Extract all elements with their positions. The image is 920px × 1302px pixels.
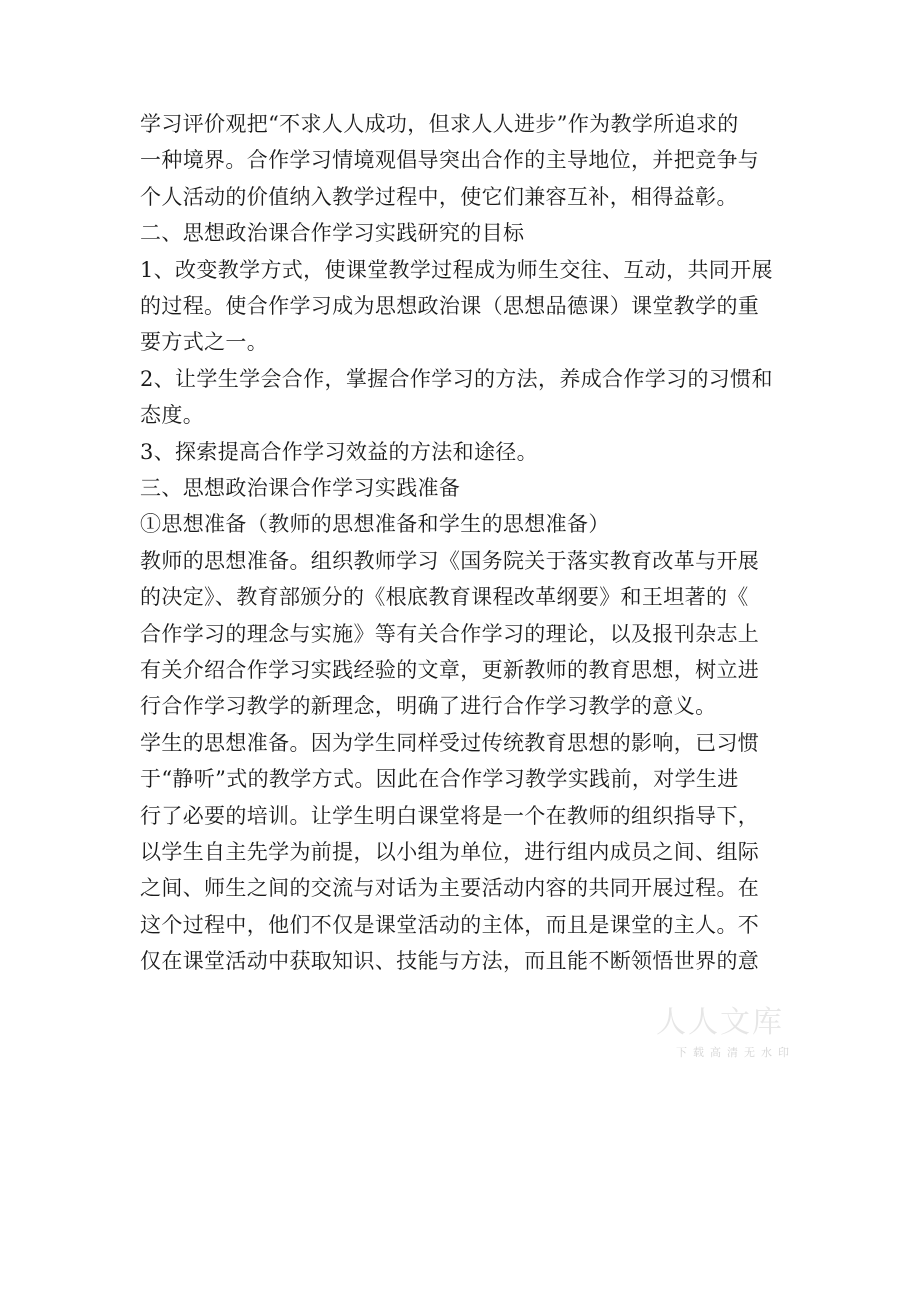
text-line: 二、思想政治课合作学习实践研究的目标 xyxy=(140,221,525,245)
text-line: 要方式之一。 xyxy=(140,330,269,354)
text-line: 一种境界。合作学习情境观倡导突出合作的主导地位，并把竞争与 xyxy=(140,148,760,172)
text-line: 行合作学习教学的新理念，明确了进行合作学习教学的意义。 xyxy=(140,694,717,718)
text-line: 之间、师生之间的交流与对话为主要活动内容的共同开展过程。在 xyxy=(140,876,760,900)
text-line: 以学生自主先学为前提，以小组为单位，进行组内成员之间、组际 xyxy=(140,840,760,864)
watermark-title: 人人文库 xyxy=(656,1005,784,1040)
text-line: 三、思想政治课合作学习实践准备 xyxy=(140,476,461,500)
text-line: 3、探索提高合作学习效益的方法和途径。 xyxy=(140,440,539,464)
text-line: 仅在课堂活动中获取知识、技能与方法，而且能不断领悟世界的意 xyxy=(140,949,760,973)
text-line: 合作学习的理念与实施》等有关合作学习的理论，以及报刊杂志上 xyxy=(140,622,760,646)
text-line: 2、让学生学会合作，掌握合作学习的方法，养成合作学习的习惯和 xyxy=(140,367,773,391)
text-line: 的决定》、教育部颁分的《根底教育课程改革纲要》和王坦著的《 xyxy=(140,585,749,609)
watermark xyxy=(654,1005,795,1076)
text-line: 于“静听”式的教学方式。因此在合作学习教学实践前，对学生进 xyxy=(140,767,739,791)
text-line: 有关介绍合作学习实践经验的文章，更新教师的教育思想，树立进 xyxy=(140,658,760,682)
text-line: ①思想准备（教师的思想准备和学生的思想准备） xyxy=(140,512,610,536)
watermark-subtitle: 下载高清无水印 xyxy=(676,1046,795,1059)
text-line: 学习评价观把“不求人人成功，但求人人进步”作为教学所追求的 xyxy=(140,112,739,136)
text-line: 行了必要的培训。让学生明白课堂将是一个在教师的组织指导下， xyxy=(140,804,760,828)
text-line: 态度。 xyxy=(140,403,205,427)
text-line: 学生的思想准备。因为学生同样受过传统教育思想的影响，已习惯 xyxy=(140,731,760,755)
text-line: 个人活动的价值纳入教学过程中，使它们兼容互补，相得益彰。 xyxy=(140,185,738,209)
text-line: 1、改变教学方式，使课堂教学过程成为师生交往、互动，共同开展 xyxy=(140,258,773,282)
text-line: 教师的思想准备。组织教师学习《国务院关于落实教育改革与开展 xyxy=(140,549,760,573)
text-line: 的过程。使合作学习成为思想政治课（思想品德课）课堂教学的重 xyxy=(140,294,760,318)
text-line: 这个过程中，他们不仅是课堂活动的主体，而且是课堂的主人。不 xyxy=(140,913,760,937)
